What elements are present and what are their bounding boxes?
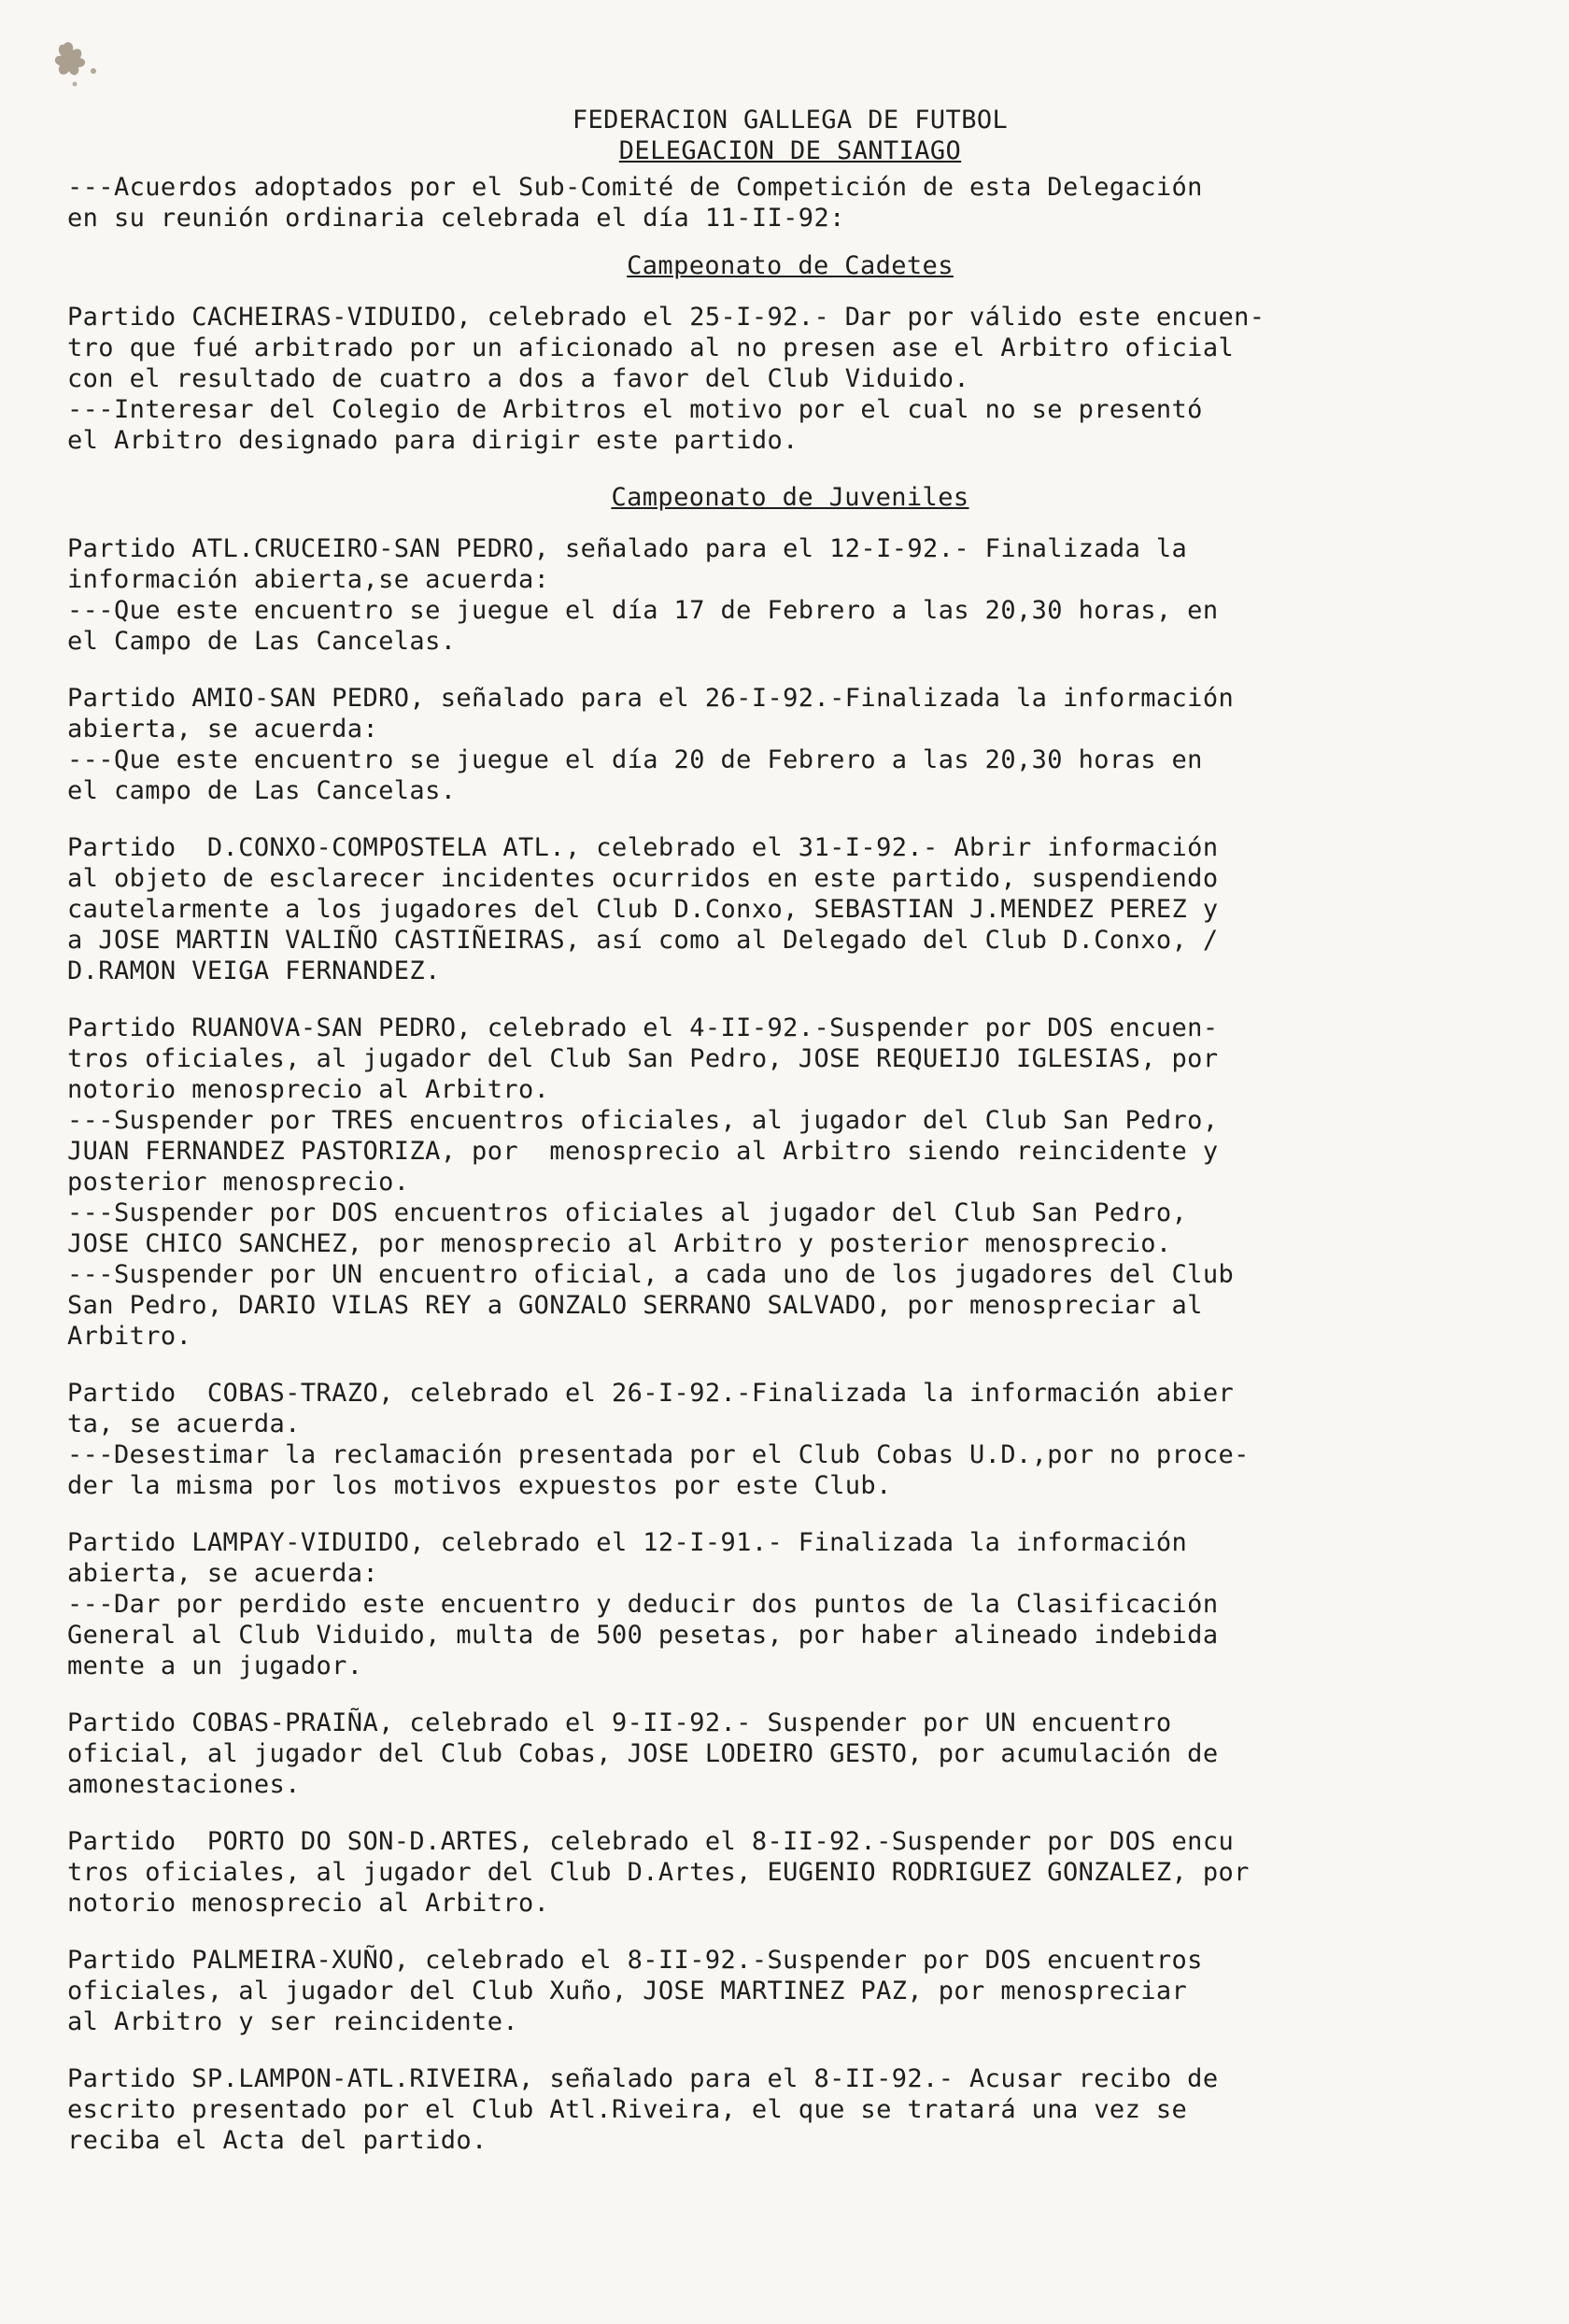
intro-text [67,172,1513,234]
ruling-paragraph [67,1708,1513,1800]
paragraph-line: ---Dar por perdido este encuentro y deducir dos puntos de la Clasificación [67,1590,1219,1619]
ruling-paragraph [67,302,1513,456]
ruling-paragraph [67,683,1513,806]
section-title: Campeonato de Juveniles [611,483,969,512]
paragraph-line: der la misma por los motivos expuestos por este Club. [67,1471,892,1500]
paragraph-line: JUAN FERNANDEZ PASTORIZA, por menosprecio al Arbitro siendo reincidente y [67,1137,1219,1166]
paragraph-line: Partido D.CONXO-COMPOSTELA ATL., celebrado el 31-I-92.- Abrir información [67,833,1219,862]
paragraph-line: ---Interesar del Colegio de Arbitros el motivo por el cual no se presentó [67,395,1203,424]
paragraph-line: notorio menosprecio al Arbitro. [67,1075,550,1104]
paragraph-line: Partido COBAS-TRAZO, celebrado el 26-I-92.-Finalizada la información abier [67,1379,1235,1408]
paragraph-line: tros oficiales, al jugador del Club D.Artes, EUGENIO RODRIGUEZ GONZALEZ, por [67,1858,1250,1887]
sections-container [67,250,1513,2156]
paragraph-line: Partido CACHEIRAS-VIDUIDO, celebrado el 25-I-92.- Dar por válido este encuen- [67,303,1265,332]
paragraph-line: Partido RUANOVA-SAN PEDRO, celebrado el 4-II-92.-Suspender por DOS encuen- [67,1013,1219,1042]
paragraph-line: Partido SP.LAMPON-ATL.RIVEIRA, señalado para el 8-II-92.- Acusar recibo de [67,2064,1219,2093]
delegation-title: DELEGACION DE SANTIAGO [618,136,962,165]
ink-stain [47,37,112,93]
paragraph-line: Arbitro. [67,1322,192,1351]
paragraph-line: información abierta,se acuerda: [67,565,550,594]
paragraph-line: Partido AMIO-SAN PEDRO, señalado para el 26-I-92.-Finalizada la información [67,684,1235,713]
paragraph-line: ---Suspender por TRES encuentros oficiales, al jugador del Club San Pedro, [67,1106,1219,1135]
paragraph-line: General al Club Viduido, multa de 500 pesetas, por haber alineado indebida [67,1621,1219,1650]
paragraph-line: el campo de Las Cancelas. [67,776,457,805]
letterhead [67,105,1513,166]
intro-line: ---Acuerdos adoptados por el Sub-Comité de Competición de esta Delegación [67,173,1203,202]
paragraph-line: mente a un jugador. [67,1651,363,1680]
paragraph-line: al objeto de esclarecer incidentes ocurridos en este partido, suspendiendo [67,864,1219,893]
ruling-paragraph [67,1945,1513,2037]
federation-title: FEDERACION GALLEGA DE FUTBOL [572,106,1009,135]
paragraph-line: a JOSE MARTIN VALIÑO CASTIÑEIRAS, así como al Delegado del Club D.Conxo, / [67,926,1219,955]
paragraph-line: Partido PORTO DO SON-D.ARTES, celebrado el 8-II-92.-Suspender por DOS encu [67,1827,1235,1856]
ruling-paragraph [67,2063,1513,2156]
paragraph-line: ---Que este encuentro se juegue el día 17 de Febrero a las 20,30 horas, en [67,596,1219,625]
ruling-paragraph [67,1527,1513,1681]
ruling-paragraph [67,1378,1513,1501]
paragraph-line: posterior menosprecio. [67,1168,410,1197]
paragraph-line: notorio menosprecio al Arbitro. [67,1889,550,1918]
paragraph-line: el Campo de Las Cancelas. [67,627,457,656]
paragraph-line: abierta, se acuerda: [67,1559,379,1588]
paragraph-line: tro que fué arbitrado por un aficionado al no presen ase el Arbitro oficial [67,333,1235,362]
paragraph-line: ---Que este encuentro se juegue el día 20 de Febrero a las 20,30 horas en [67,745,1203,774]
paragraph-line: abierta, se acuerda: [67,715,379,744]
paragraph-line: ta, se acuerda. [67,1410,301,1438]
paragraph-line: ---Desestimar la reclamación presentada por el Club Cobas U.D.,por no proce- [67,1440,1250,1469]
paragraph-line: amonestaciones. [67,1770,301,1799]
paragraph-line: ---Suspender por UN encuentro oficial, a cada uno de los jugadores del Club [67,1260,1235,1289]
paragraph-line: cautelarmente a los jugadores del Club D.Conxo, SEBASTIAN J.MENDEZ PEREZ y [67,895,1219,924]
intro-line: en su reunión ordinaria celebrada el día 11-II-92: [67,204,845,233]
paragraph-line: oficiales, al jugador del Club Xuño, JOSE MARTINEZ PAZ, por menospreciar [67,1977,1188,2005]
paragraph-line: escrito presentado por el Club Atl.Riveira, el que se tratará una vez se [67,2095,1188,2124]
paragraph-line: reciba el Acta del partido. [67,2126,488,2155]
paragraph-line: Partido PALMEIRA-XUÑO, celebrado el 8-II-92.-Suspender por DOS encuentros [67,1946,1203,1975]
paragraph-line: ---Suspender por DOS encuentros oficiales al jugador del Club San Pedro, [67,1198,1188,1227]
paragraph-line: oficial, al jugador del Club Cobas, JOSE LODEIRO GESTO, por acumulación de [67,1739,1219,1768]
ruling-paragraph [67,832,1513,986]
ruling-paragraph [67,1826,1513,1919]
paragraph-line: con el resultado de cuatro a dos a favor del Club Viduido. [67,364,970,393]
section-title: Campeonato de Cadetes [627,251,954,280]
paragraph-line: San Pedro, DARIO VILAS REY a GONZALO SERRANO SALVADO, por menospreciar al [67,1291,1203,1320]
paragraph-line: tros oficiales, al jugador del Club San Pedro, JOSE REQUEIJO IGLESIAS, por [67,1044,1219,1073]
paragraph-line: Partido ATL.CRUCEIRO-SAN PEDRO, señalado para el 12-I-92.- Finalizada la [67,534,1188,563]
paragraph-line: al Arbitro y ser reincidente. [67,2007,519,2036]
paragraph-line: D.RAMON VEIGA FERNANDEZ. [67,957,441,985]
paragraph-line: Partido COBAS-PRAIÑA, celebrado el 9-II-92.- Suspender por UN encuentro [67,1708,1172,1737]
paragraph-line: Partido LAMPAY-VIDUIDO, celebrado el 12-I-91.- Finalizada la información [67,1528,1188,1557]
ruling-paragraph [67,1013,1513,1352]
ruling-paragraph [67,533,1513,657]
paragraph-line: JOSE CHICO SANCHEZ, por menosprecio al Arbitro y posterior menosprecio. [67,1229,1172,1258]
paragraph-line: el Arbitro designado para dirigir este partido. [67,426,799,455]
